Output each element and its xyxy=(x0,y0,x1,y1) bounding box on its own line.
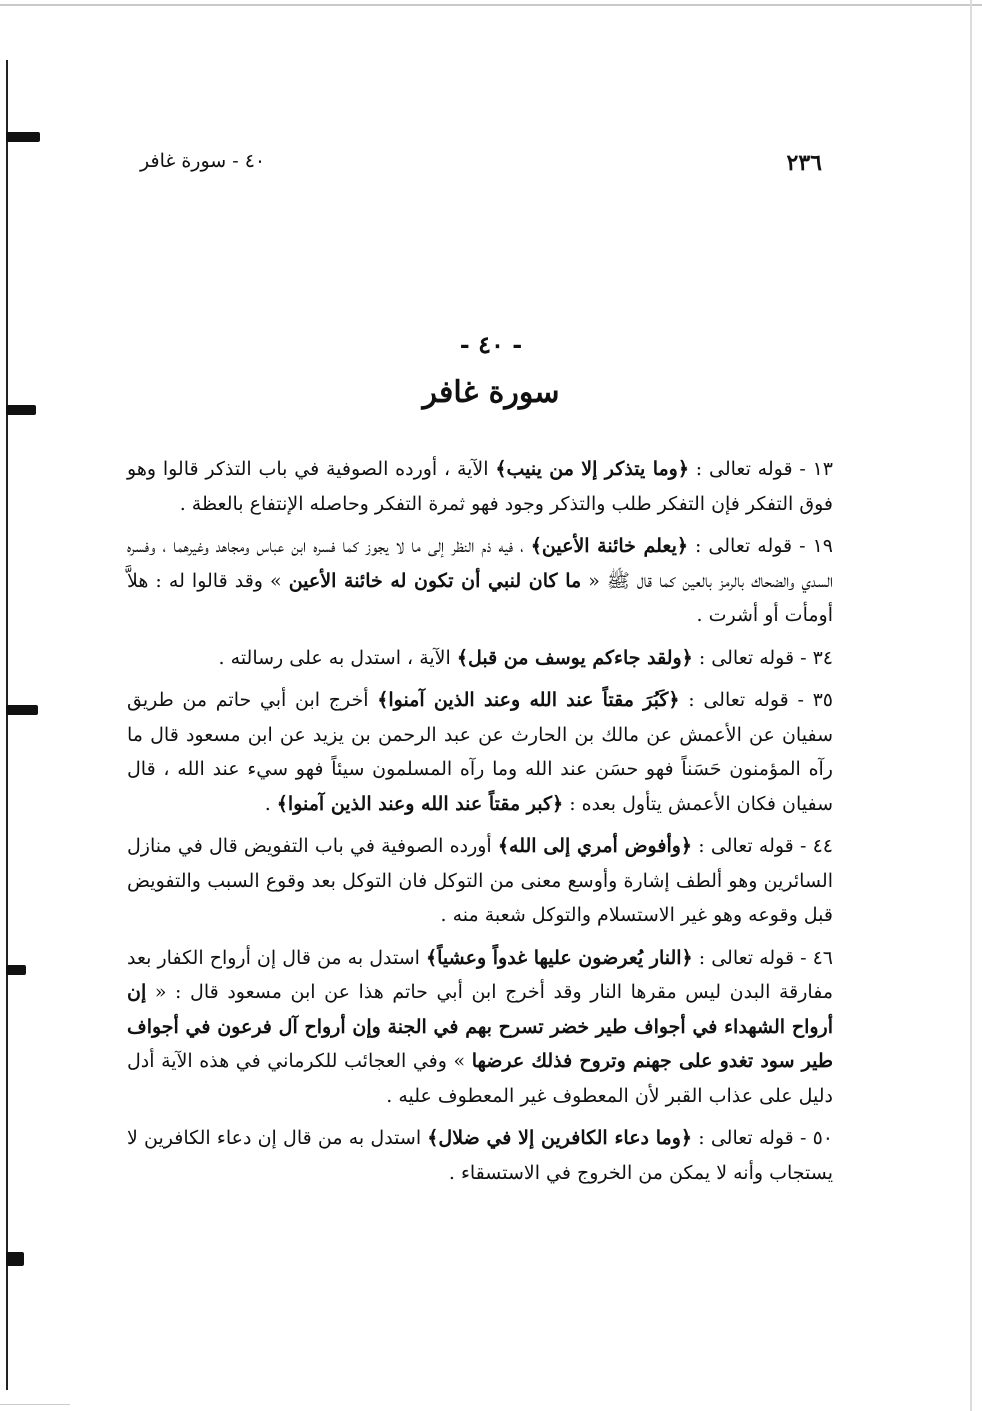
paragraph-verse-46 xyxy=(127,941,833,1114)
page-number: ٢٣٦ xyxy=(786,150,822,176)
verse-number: ٤٦ - قوله تعالى : xyxy=(692,946,833,969)
binding-mark xyxy=(6,1252,24,1266)
quran-quote: ﴿يعلم خائنة الأعين﴾ xyxy=(530,535,688,557)
quran-quote: ﴿ولقد جاءكم يوسف من قبل﴾ xyxy=(456,646,693,669)
paragraph-verse-13 xyxy=(127,452,833,521)
commentary-text: الآية ، استدل به على رسالته . xyxy=(218,646,457,669)
binding-mark xyxy=(6,132,40,142)
verse-number: ٤٤ - قوله تعالى : xyxy=(692,835,833,857)
hadith-quote: ما كان لنبي أن تكون له خائنة الأعين xyxy=(288,569,582,592)
binding-mark xyxy=(6,705,38,715)
surah-title: سورة غافر xyxy=(422,375,560,410)
quran-quote: ﴿وما يتذكر إلا من ينيب﴾ xyxy=(495,458,689,480)
commentary-text: » وقد قالوا له : هلاَّ أومأت أو أشرت . xyxy=(127,569,833,626)
commentary-text: » وفي العجائب للكرماني في هذه الآية أدل دليل على عذاب القبر لأن المعطوف غير المعطوف عليه . xyxy=(127,1050,833,1107)
quran-quote: ﴿النار يُعرضون عليها غدواً وعشياً﴾ xyxy=(426,946,693,969)
quran-quote: ﴿وما دعاء الكافرين إلا في ضلال﴾ xyxy=(427,1127,693,1149)
paragraph-verse-19 xyxy=(127,529,833,633)
verse-number: ٣٤ - قوله تعالى : xyxy=(692,646,833,669)
binding-mark xyxy=(6,965,26,975)
commentary-text: أخرج ابن أبي حاتم من طريق سفيان عن الأعمش عن مالك بن الحارث عن عبد الرحمن بن يزيد عن ابن مسعود قال ما رآه المؤمنون حَسَناً فهو حسَن عند الله وما رآه المسلمون سيئاً فهو سيء عند الله ، قال سفيان فكان الأعمش يتأول بعده : xyxy=(127,689,833,815)
verse-number: ٥٠ - قوله تعالى : xyxy=(692,1127,833,1149)
verse-number: ١٩ - قوله تعالى : xyxy=(688,535,833,557)
verse-number: ٣٥ - قوله تعالى : xyxy=(679,689,833,711)
chapter-number: - ٤٠ - xyxy=(459,330,523,359)
scan-bottom-edge xyxy=(0,1404,70,1405)
running-title: ٤٠ - سورة غافر xyxy=(140,150,266,172)
commentary-text: . xyxy=(264,792,277,815)
paragraph-verse-34 xyxy=(127,641,833,676)
hadith-quote: إن أرواح الشهداء في أجواف طير خضر تسرح بهم في الجنة وإن أرواح آل فرعون في أجواف طير سود تغدو على جهنم وتروح فذلك عرضها xyxy=(127,981,834,1072)
binding-edge xyxy=(6,60,8,1390)
paragraph-verse-35 xyxy=(127,683,833,821)
commentary-text: الآية ، أورده الصوفية في باب التذكر قالوا وهو فوق التفكر فإن التفكر طلب والتذكر وجود فهو ثمرة التفكر وحاصله الإنتفاع بالعظة . xyxy=(127,458,833,515)
scan-top-edge xyxy=(0,4,982,6)
quran-quote: ﴿وأفوض أمري إلى الله﴾ xyxy=(497,835,693,857)
quran-quote: ﴿كبر مقتاً عند الله وعند الذين آمنوا﴾ xyxy=(276,792,564,815)
commentary-text: ، فيه ذم النظر إلى ما لا يجوز كما فسره ابن عباس ومجاهد وغيرهما ، وفسره السدي والضحاك بالرمز بالعين كما قال ﷺ « xyxy=(127,535,833,592)
commentary-text: استدل به من قال إن دعاء الكافرين لا يستجاب وأنه لا يمكن من الخروج في الاستسقاء . xyxy=(127,1127,833,1184)
verse-number: ١٣ - قوله تعالى : xyxy=(688,458,834,480)
quran-quote: ﴿كَبُرَ مقتاً عند الله وعند الذين آمنوا﴾ xyxy=(377,689,680,711)
commentary-body xyxy=(127,452,833,1198)
paragraph-verse-44 xyxy=(127,829,833,933)
commentary-text: أورده الصوفية في باب التفويض قال في منازل السائرين وهو ألطف إشارة وأوسع معنى من التوكل فان التوكل بعد وقوع السبب والتفويض قبل وقوعه وهو غير الاستسلام والتوكل شعبة منه . xyxy=(127,835,833,926)
commentary-text: استدل به من قال إن أرواح الكفار بعد مفارقة البدن ليس مقرها النار وقد أخرج ابن أبي حاتم هذا عن ابن مسعود قال : « xyxy=(127,946,833,1003)
running-head xyxy=(140,150,822,174)
scan-right-edge xyxy=(970,0,972,1411)
paragraph-verse-50 xyxy=(127,1121,833,1190)
